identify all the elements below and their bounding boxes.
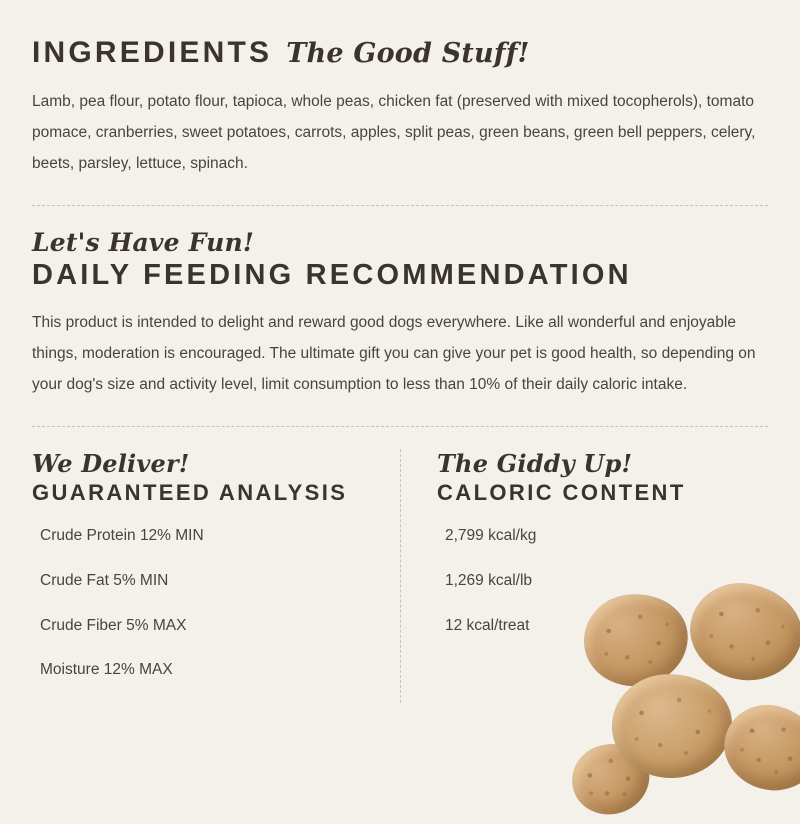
feeding-text: This product is intended to delight and reward good dogs everywhere. Like all wonderful and enjoyable things, moderation is encouraged. The ultimate gift you can give your pet is good health, so depending on your dog's size and activity level, limit consumption to less than 10% of their daily caloric intake. xyxy=(32,314,756,393)
list-item: 1,269 kcal/lb xyxy=(445,571,533,589)
feeding-section xyxy=(28,228,772,401)
list-item: 2,799 kcal/kg xyxy=(445,527,537,544)
ingredients-section xyxy=(28,28,772,179)
caloric-content-section xyxy=(400,449,768,703)
treat-kibble-icon xyxy=(563,734,659,824)
analysis-script-subtitle: We Deliver! xyxy=(32,449,190,478)
analysis-list xyxy=(32,524,370,683)
feeding-heading: DAILY FEEDING RECOMMENDATION xyxy=(32,258,632,291)
list-item: Crude Fat 5% MIN xyxy=(40,571,169,589)
treat-kibble-icon xyxy=(715,696,800,801)
list-item: Crude Protein 12% MIN xyxy=(40,527,204,544)
caloric-script-subtitle: The Giddy Up! xyxy=(437,449,633,478)
section-divider xyxy=(32,426,768,427)
list-item: Moisture 12% MAX xyxy=(40,661,173,679)
ingredients-text: Lamb, pea flour, potato flour, tapioca, whole peas, chicken fat (preserved with mixed tocopherols), tomato pomace, cranberries, sweet potatoes, carrots, apples, split peas, green beans, green bell peppers, celery, beets, parsley, lettuce, spinach. xyxy=(32,92,756,172)
caloric-list xyxy=(437,524,768,638)
ingredients-heading: INGREDIENTS xyxy=(32,36,273,69)
ingredients-script-subtitle: The Good Stuff! xyxy=(286,38,530,69)
caloric-heading: CALORIC CONTENT xyxy=(437,480,686,505)
ingredients-heading-row xyxy=(32,36,768,70)
guaranteed-analysis-section xyxy=(32,449,400,703)
list-item: 12 kcal/treat xyxy=(445,616,530,634)
list-item: Crude Fiber 5% MAX xyxy=(40,616,187,634)
analysis-heading: GUARANTEED ANALYSIS xyxy=(32,480,348,505)
analysis-columns xyxy=(28,449,772,703)
feeding-script-subtitle: Let's Have Fun! xyxy=(32,227,255,257)
section-divider xyxy=(32,205,768,206)
